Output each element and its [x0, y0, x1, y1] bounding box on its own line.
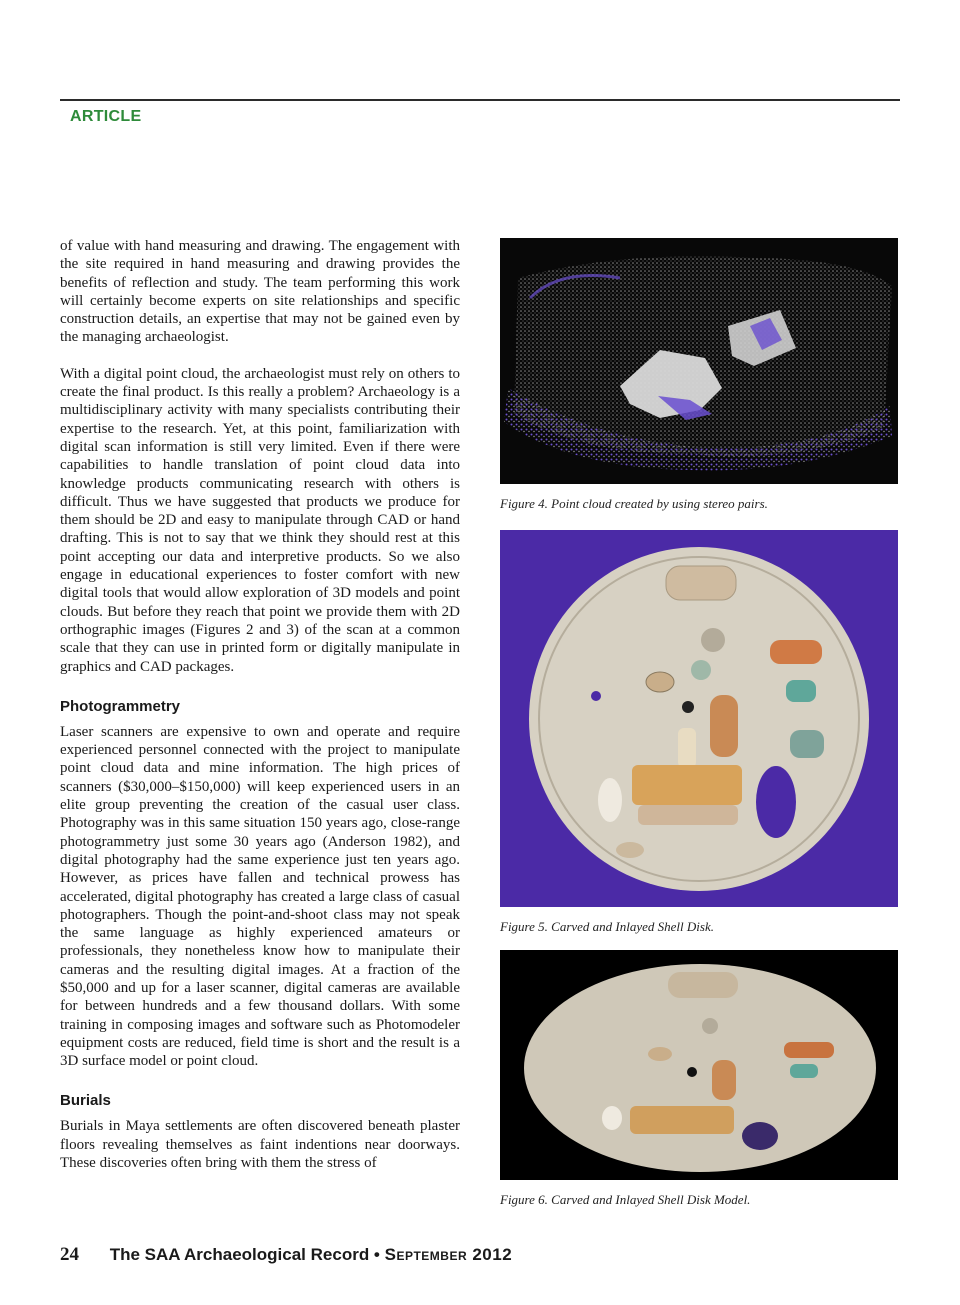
paragraph-3: Laser scanners are expensive to own and operate and require experienced personnel connected with the project to manipulate point cloud data and mine information. The high prices of scanners ($30,000–$150,000) will keep experienced users in an elite group preventing the creation of the casual user class. Photography was in this same situation 150 years ago, close-range photogrammetry just some 30 years ago (Anderson 1982), and digital photography had the same experience just ten years ago. However, as prices have fallen and technical prowess has accelerated, digital photography has created a large class of casual photographers. Though the point-and-shoot class may not speak the same language as highly experienced amateurs or professionals, they nonetheless know how to manipulate their cameras and the resulting digital images. At a fraction of the $50,000 and up for a laser scanner, digital cameras are available for between hundreds and a few thousand dollars. With some training in composing images and software such as Photomodeler equipment costs are reduced, field time is short and the result is a 3D surface model or point cloud. [60, 723, 460, 1070]
issue-date: September 2012 [384, 1245, 513, 1264]
figure-4 [500, 238, 898, 512]
heading-burials: Burials [60, 1092, 111, 1110]
page-number: 24 [60, 1244, 79, 1265]
journal-title: The SAA Archaeological Record • [109, 1245, 380, 1264]
figure-5-caption: Figure 5. Carved and Inlayed Shell Disk. [500, 919, 714, 934]
page-footer [60, 1244, 512, 1266]
header-rule [60, 99, 900, 101]
figure-4-caption: Figure 4. Point cloud created by using stereo pairs. [500, 496, 768, 511]
heading-photogrammetry: Photogrammetry [60, 697, 181, 715]
point-cloud-graphic [500, 238, 898, 484]
shell-disk-model-graphic [500, 950, 898, 1180]
paragraph-1: of value with hand measuring and drawing. The engagement with the site required in hand measuring and drawing provides the benefits of reflection and study. The team performing this work will certainly become experts on site relationships and specific construction details, an expertise that may not be gained even by the managing archaeologist. [60, 238, 460, 346]
shell-disk-model-image [500, 950, 898, 1180]
paragraph-4: Burials in Maya settlements are often discovered beneath plaster floors revealing themselves as faint indentions near doorways. These discoveries often bring with them the stress of [60, 1118, 460, 1172]
article-body [60, 237, 460, 1190]
point-cloud-image [500, 238, 898, 484]
paragraph-2: With a digital point cloud, the archaeologist must rely on others to create the final product. Is this really a problem? Archaeology is a multidisciplinary activity with many specialists contributing their expertise to the research. Yet, at this point, familiarization with digital scan information is still very limited. Even if there were capabilities to handle translation of point cloud data into knowledge products communicating research with others is difficult. Thus we have suggested that products we produce for them should be 2D and easy to manipulate through CAD or hand drafting. This is not to say that we think they should rest at this point accepting our data and interpretive products. So we also engage in educational experiences to foster comfort with new digital tools that would allow exploration of 3D models and point clouds. But before they reach that point we provide them with 2D orthographic images (Figures 2 and 3) of the scan at a common scale that they can use in printed form or digitally manipulate in graphics and CAD packages. [60, 365, 460, 675]
figure-6-caption: Figure 6. Carved and Inlayed Shell Disk Model. [500, 1192, 751, 1207]
figure-5 [500, 530, 898, 935]
figure-6 [500, 950, 898, 1208]
shell-disk-photo [500, 530, 898, 907]
shell-disk-graphic [500, 530, 898, 907]
section-label: ARTICLE [70, 108, 142, 125]
